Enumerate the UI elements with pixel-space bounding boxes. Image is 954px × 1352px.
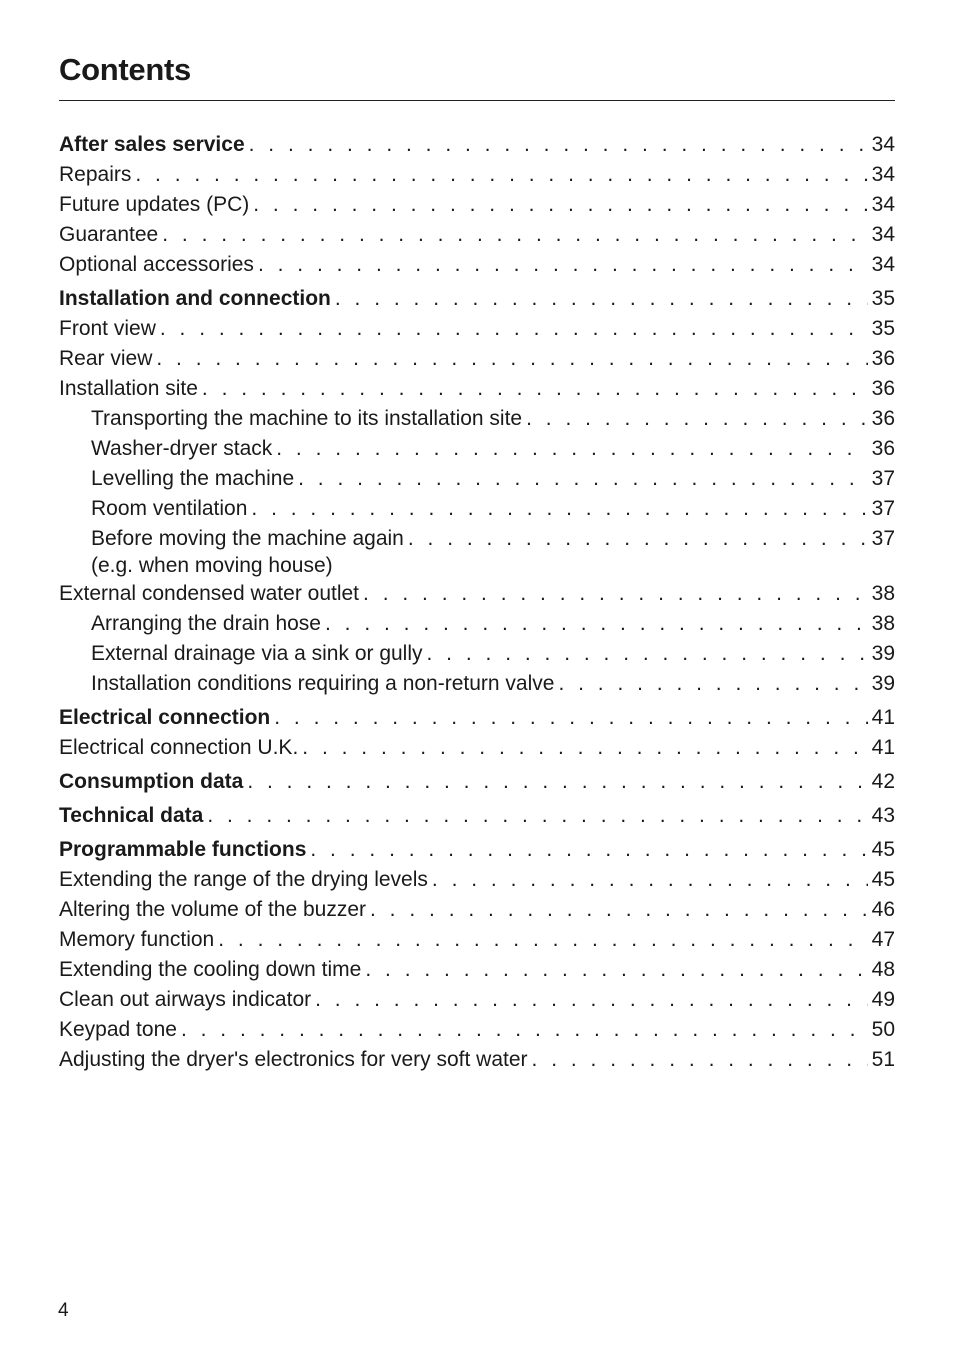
dot-leader — [253, 190, 867, 220]
dot-leader — [325, 609, 868, 639]
toc-entry-page: 37 — [871, 497, 895, 520]
toc-entry-label: Installation site — [59, 377, 198, 400]
dot-leader — [274, 703, 867, 733]
toc-entry[interactable] — [59, 985, 895, 1015]
dot-leader — [532, 1045, 868, 1075]
toc-entry-page: 35 — [871, 287, 895, 310]
dot-leader — [526, 404, 868, 434]
dot-leader — [258, 250, 868, 280]
toc-entry[interactable] — [59, 250, 895, 280]
toc-entry-label: Arranging the drain hose — [91, 612, 321, 635]
toc-entry-label: After sales service — [59, 133, 245, 156]
dot-leader — [251, 494, 867, 524]
toc-entry-page: 36 — [871, 347, 895, 370]
toc-entry-page: 51 — [871, 1048, 895, 1071]
title-divider — [59, 100, 895, 101]
toc-entry-label: Rear view — [59, 347, 153, 370]
toc-entry-page: 36 — [871, 437, 895, 460]
dot-leader — [363, 579, 868, 609]
toc-entry-page: 47 — [871, 928, 895, 951]
toc-entry-page: 38 — [871, 582, 895, 605]
toc-entry-label: Installation and connection — [59, 287, 331, 310]
table-of-contents — [59, 130, 895, 1075]
toc-entry[interactable] — [59, 1045, 895, 1075]
toc-entry-label: Repairs — [59, 163, 132, 186]
toc-entry-page: 36 — [871, 377, 895, 400]
toc-entry-label: Extending the cooling down time — [59, 958, 362, 981]
toc-entry[interactable] — [59, 130, 895, 160]
toc-entry-label-continued: (e.g. when moving house) — [91, 554, 333, 577]
toc-entry-page: 34 — [871, 253, 895, 276]
toc-entry-page: 41 — [871, 736, 895, 759]
dot-leader — [365, 955, 867, 985]
toc-entry[interactable] — [59, 314, 895, 344]
toc-entry[interactable] — [59, 374, 895, 404]
toc-entry-label: External drainage via a sink or gully — [91, 642, 423, 665]
toc-entry[interactable] — [59, 464, 895, 494]
dot-leader — [335, 284, 868, 314]
toc-entry-label: Room ventilation — [91, 497, 248, 520]
toc-entry-page: 45 — [871, 838, 895, 861]
toc-entry[interactable] — [59, 801, 895, 831]
toc-entry[interactable] — [59, 579, 895, 609]
toc-entry[interactable] — [59, 344, 895, 374]
dot-leader — [408, 524, 868, 554]
toc-entry-label: Electrical connection — [59, 706, 271, 729]
toc-entry-page: 37 — [871, 467, 895, 490]
toc-entry[interactable] — [59, 1015, 895, 1045]
toc-entry[interactable] — [59, 220, 895, 250]
toc-entry-page: 36 — [871, 407, 895, 430]
toc-entry-label: Memory function — [59, 928, 215, 951]
toc-entry-page: 45 — [871, 868, 895, 891]
toc-entry-label: Washer-dryer stack — [91, 437, 273, 460]
toc-entry-label: Transporting the machine to its installation site — [91, 407, 523, 430]
toc-entry-page: 38 — [871, 612, 895, 635]
toc-entry-page: 34 — [871, 193, 895, 216]
dot-leader — [202, 374, 868, 404]
toc-entry[interactable] — [59, 160, 895, 190]
toc-entry-label: Adjusting the dryer's electronics for very soft water — [59, 1048, 528, 1071]
dot-leader — [249, 130, 868, 160]
toc-entry[interactable] — [59, 494, 895, 524]
dot-leader — [181, 1015, 868, 1045]
toc-entry[interactable] — [59, 434, 895, 464]
toc-entry-page: 50 — [871, 1018, 895, 1041]
toc-entry[interactable] — [59, 955, 895, 985]
toc-entry-page: 34 — [871, 223, 895, 246]
toc-entry[interactable] — [59, 895, 895, 925]
page-title: Contents — [59, 52, 191, 87]
toc-entry-label: Clean out airways indicator — [59, 988, 312, 1011]
toc-entry-page: 49 — [871, 988, 895, 1011]
toc-entry[interactable] — [59, 404, 895, 434]
dot-leader — [302, 733, 867, 763]
dot-leader — [247, 767, 867, 797]
dot-leader — [432, 865, 868, 895]
dot-leader — [276, 434, 867, 464]
dot-leader — [156, 344, 867, 374]
dot-leader — [370, 895, 868, 925]
toc-entry-label: Before moving the machine again — [91, 527, 404, 550]
toc-entry[interactable] — [59, 524, 895, 579]
toc-entry[interactable] — [59, 865, 895, 895]
page-number: 4 — [58, 1300, 69, 1321]
toc-entry[interactable] — [59, 733, 895, 763]
toc-entry-page: 48 — [871, 958, 895, 981]
toc-entry-page: 34 — [871, 163, 895, 186]
dot-leader — [427, 639, 868, 669]
toc-entry-page: 46 — [871, 898, 895, 921]
toc-entry-label: Programmable functions — [59, 838, 307, 861]
toc-entry-label: Levelling the machine — [91, 467, 295, 490]
toc-entry[interactable] — [59, 639, 895, 669]
toc-entry[interactable] — [59, 703, 895, 733]
toc-entry-label: Future updates (PC) — [59, 193, 250, 216]
toc-entry-label: Consumption data — [59, 770, 244, 793]
toc-entry[interactable] — [59, 925, 895, 955]
dot-leader — [310, 835, 867, 865]
toc-entry[interactable] — [59, 835, 895, 865]
toc-entry[interactable] — [59, 190, 895, 220]
toc-entry-page: 39 — [871, 642, 895, 665]
toc-entry[interactable] — [59, 609, 895, 639]
toc-entry-page: 34 — [871, 133, 895, 156]
toc-entry-page: 43 — [871, 804, 895, 827]
toc-entry[interactable] — [59, 284, 895, 314]
dot-leader — [558, 669, 867, 699]
dot-leader — [207, 801, 867, 831]
dot-leader — [218, 925, 867, 955]
toc-entry-page: 35 — [871, 317, 895, 340]
toc-entry[interactable] — [59, 767, 895, 797]
toc-entry-label: External condensed water outlet — [59, 582, 360, 605]
dot-leader — [135, 160, 867, 190]
toc-entry-label: Electrical connection U.K. — [59, 736, 299, 759]
toc-entry-label: Guarantee — [59, 223, 159, 246]
toc-entry-label: Keypad tone — [59, 1018, 177, 1041]
toc-entry-page: 41 — [871, 706, 895, 729]
toc-entry-label: Optional accessories — [59, 253, 254, 276]
dot-leader — [162, 220, 867, 250]
toc-entry-label: Front view — [59, 317, 156, 340]
toc-entry-label: Extending the range of the drying levels — [59, 868, 428, 891]
toc-entry-label: Altering the volume of the buzzer — [59, 898, 367, 921]
toc-entry-label: Installation conditions requiring a non-return valve — [91, 672, 555, 695]
dot-leader — [160, 314, 868, 344]
toc-entry-page: 37 — [871, 527, 895, 550]
toc-entry-page: 42 — [871, 770, 895, 793]
toc-entry-label: Technical data — [59, 804, 204, 827]
dot-leader — [298, 464, 868, 494]
toc-entry[interactable] — [59, 669, 895, 699]
toc-entry-page: 39 — [871, 672, 895, 695]
dot-leader — [315, 985, 868, 1015]
